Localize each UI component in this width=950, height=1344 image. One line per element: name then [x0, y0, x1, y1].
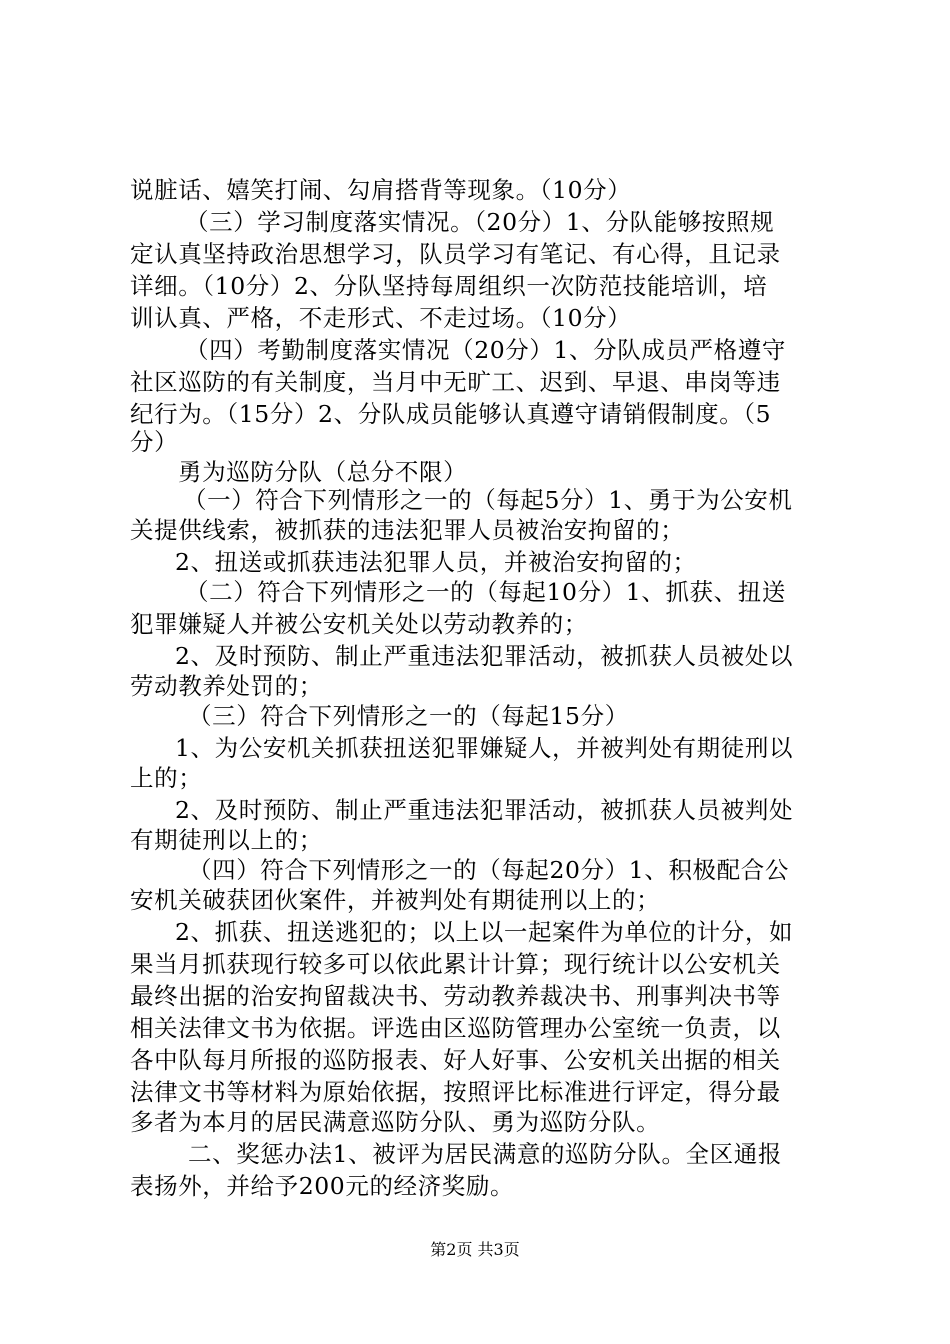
paragraph-line: （四）考勤制度落实情况（20分）1、分队成员严格遵守 [185, 336, 786, 364]
paragraph-line: 犯罪嫌疑人并被公安机关处以劳动教养的； [130, 610, 588, 638]
paragraph-line: （三）学习制度落实情况。（20分）1、分队能够按照规 [185, 208, 775, 236]
paragraph-line: 法律文书等材料为原始依据，按照评比标准进行评定，得分最 [130, 1078, 781, 1106]
paragraph-line: （一）符合下列情形之一的（每起5分）1、勇于为公安机 [183, 486, 793, 514]
paragraph-line: （二）符合下列情形之一的（每起10分）1、抓获、扭送 [185, 578, 786, 606]
paragraph-line: 劳动教养处罚的； [130, 672, 323, 700]
paragraph-line: （四）符合下列情形之一的（每起20分）1、积极配合公 [188, 856, 789, 884]
paragraph-line: 各中队每月所报的巡防报表、好人好事、公安机关出据的相关 [130, 1046, 781, 1074]
paragraph-line: 2、及时预防、制止严重违法犯罪活动，被抓获人员被判处 [175, 796, 794, 824]
paragraph-line: 相关法律文书为依据。评选由区巡防管理办公室统一负责，以 [130, 1014, 781, 1042]
paragraph-line: 有期徒刑以上的； [130, 826, 323, 854]
paragraph-line: 多者为本月的居民满意巡防分队、勇为巡防分队。 [130, 1108, 661, 1136]
paragraph-line: 2、扭送或抓获违法犯罪人员，并被治安拘留的； [175, 548, 697, 576]
paragraph-line: 2、及时预防、制止严重违法犯罪活动，被抓获人员被处以 [175, 642, 794, 670]
paragraph-line: 定认真坚持政治思想学习，队员学习有笔记、有心得，且记录 [130, 240, 781, 268]
paragraph-line: 果当月抓获现行较多可以依此累计计算；现行统计以公安机关 [130, 950, 781, 978]
paragraph-line: 纪行为。（15分）2、分队成员能够认真遵守请销假制度。（5 [130, 400, 772, 428]
page-number-footer: 第2页 共3页 [430, 1240, 520, 1259]
paragraph-line: 说脏话、嬉笑打闹、勾肩搭背等现象。（10分） [130, 176, 632, 204]
paragraph-line: 表扬外，并给予200元的经济奖励。 [130, 1172, 515, 1200]
paragraph-line: 关提供线索，被抓获的违法犯罪人员被治安拘留的； [130, 516, 685, 544]
paragraph-line: （三）符合下列情形之一的（每起15分） [188, 702, 629, 730]
paragraph-line: 1、为公安机关抓获扭送犯罪嫌疑人，并被判处有期徒刑以 [175, 734, 794, 762]
paragraph-line: 最终出据的治安拘留裁决书、劳动教养裁决书、刑事判决书等 [130, 982, 781, 1010]
paragraph-line: 详细。（10分）2、分队坚持每周组织一次防范技能培训，培 [130, 272, 768, 300]
paragraph-line: 社区巡防的有关制度，当月中无旷工、迟到、早退、串岗等违 [130, 368, 781, 396]
paragraph-line: 二、奖惩办法1、被评为居民满意的巡防分队。全区通报 [188, 1140, 782, 1168]
paragraph-line: 上的； [130, 764, 203, 792]
paragraph-line: 2、抓获、扭送逃犯的；以上以一起案件为单位的计分，如 [175, 918, 794, 946]
paragraph-line: 安机关破获团伙案件，并被判处有期徒刑以上的； [130, 886, 661, 914]
paragraph-line: 分） [130, 428, 179, 456]
section-heading: 勇为巡防分队（总分不限） [178, 458, 468, 486]
paragraph-line: 训认真、严格，不走形式、不走过场。（10分） [130, 304, 632, 332]
